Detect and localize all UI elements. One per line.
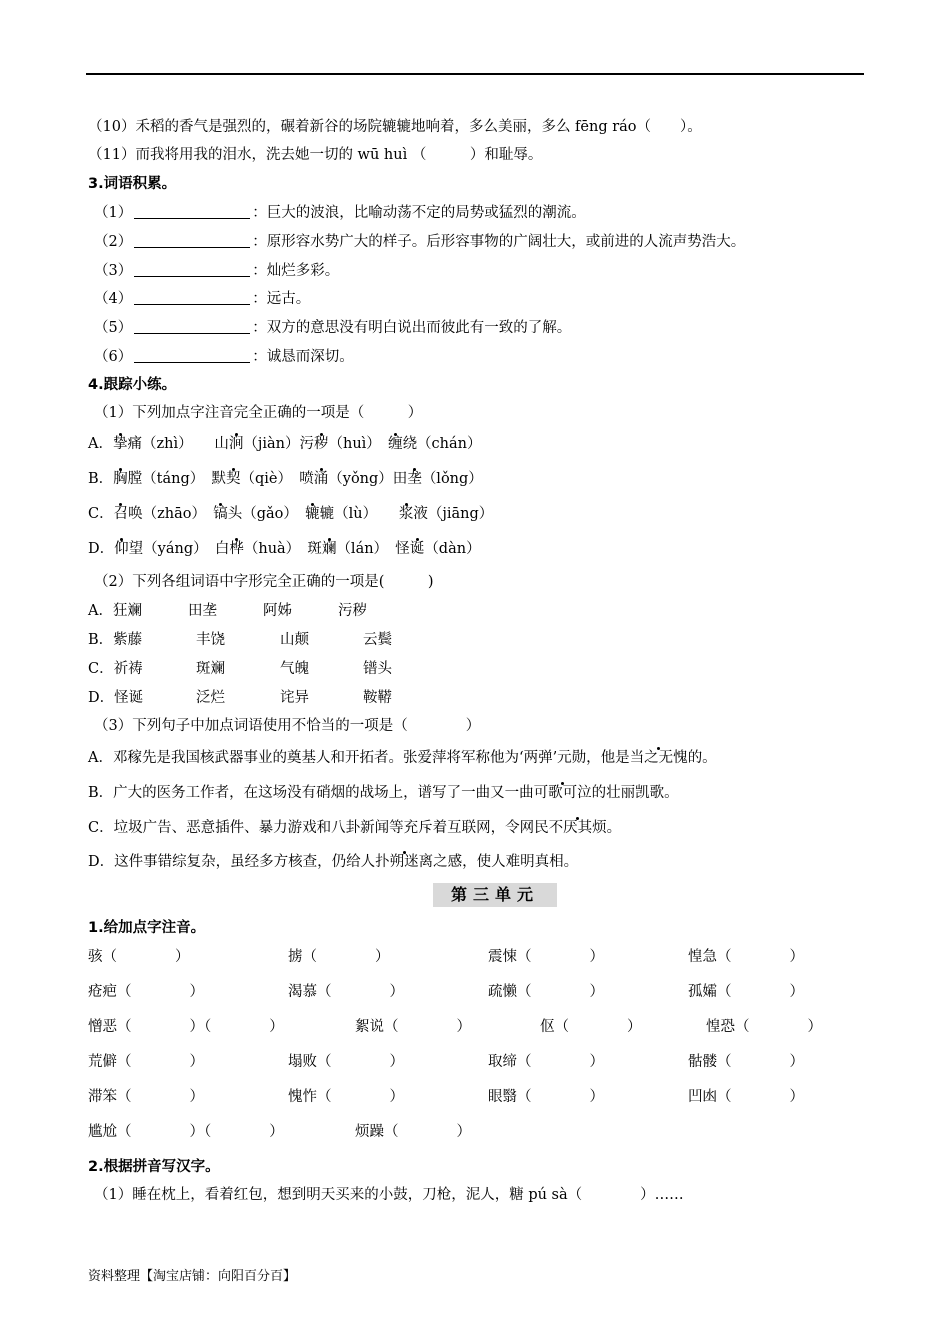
pinyin-item: 震悚（ ） xyxy=(488,949,604,965)
q3-option-c: C．垃圾广告、恶意插件、暴力游戏和八卦新闻等充斥着互联网，令网民不厌其烦。 xyxy=(88,820,622,836)
pinyin-item: 渴慕（ ） xyxy=(288,984,404,1000)
pinyin-item: 取缔（ ） xyxy=(488,1054,604,1070)
vocab-item-2: （2） ：原形容水势广大的样子。后形容事物的广阔壮大，或前进的人流声势浩大。 xyxy=(94,234,746,250)
pinyin-item: 伛（ ） xyxy=(540,1019,642,1035)
q1-stem: （1）下列加点字注音完全正确的一项是（ ） xyxy=(94,405,423,421)
pinyin-item: 眼翳（ ） xyxy=(488,1089,604,1105)
q2-b-4: 云鬓 xyxy=(363,632,392,648)
q2-d-1: D．怪诞 xyxy=(88,690,144,706)
answer-blank[interactable] xyxy=(134,204,250,219)
header-rule xyxy=(86,73,864,75)
q2-b-1: B．紫藤 xyxy=(88,632,143,648)
answer-blank[interactable] xyxy=(134,348,250,363)
q1-option-a: A．挚痛（zhì） 山涧（jiàn）污秽（huì） 缠绕（chán） xyxy=(88,436,482,452)
vocab-item-6: （6） ：诚恳而深切。 xyxy=(94,349,354,365)
pinyin-item: 滞笨（ ） xyxy=(88,1089,204,1105)
q1-option-c: C．召唤（zhāo） 镐头（gǎo） 辘辘（lù） 浆液（jiāng） xyxy=(88,506,494,522)
pinyin-item: 疮疤（ ） xyxy=(88,984,204,1000)
pinyin-item: 塌败（ ） xyxy=(288,1054,404,1070)
q2-c-3: 气魄 xyxy=(280,661,309,677)
unit3-section-1-title: 1.给加点字注音。 xyxy=(88,920,206,936)
unit3-section-2-title: 2.根据拼音写汉字。 xyxy=(88,1159,220,1175)
vocab-item-5: （5） ：双方的意思没有明白说出而彼此有一致的了解。 xyxy=(94,320,572,336)
q2-c-2: 斑斓 xyxy=(196,661,225,677)
q2-a-3: 阿姊 xyxy=(263,603,292,619)
q2-d-4: 鞍鞯 xyxy=(363,690,392,706)
pinyin-item: 惶急（ ） xyxy=(688,949,804,965)
pinyin-item: 尴尬（ ）（ ） xyxy=(88,1124,284,1140)
footer-source: 资料整理【淘宝店铺：向阳百分百】 xyxy=(88,1269,297,1284)
q2-d-3: 诧异 xyxy=(280,690,309,706)
q2-d-2: 泛烂 xyxy=(196,690,225,706)
q1-option-b: B．胸膛（táng） 默契（qiè） 喷涌（yǒng）田垄（lǒng） xyxy=(88,471,483,487)
vocab-item-4: （4） ：远古。 xyxy=(94,291,311,307)
q2-a-1: A．狂斓 xyxy=(88,603,142,619)
pinyin-item: 骷髅（ ） xyxy=(688,1054,804,1070)
pinyin-item: 荒僻（ ） xyxy=(88,1054,204,1070)
answer-blank[interactable] xyxy=(134,290,250,305)
q1-option-d: D．仰望（yáng） 白桦（huà） 斑斓（lán） 怪诞（dàn） xyxy=(88,541,481,557)
q2-a-2: 田垄 xyxy=(188,603,217,619)
q2-stem: （2）下列各组词语中字形完全正确的一项是( ) xyxy=(94,574,434,590)
pinyin-item: 凹凼（ ） xyxy=(688,1089,804,1105)
q2-b-2: 丰饶 xyxy=(196,632,225,648)
item-10: （10）禾稻的香气是强烈的，碾着新谷的场院辘辘地响着，多么美丽，多么 fēng ráo（ ）。 xyxy=(88,119,702,135)
q2-b-3: 山颠 xyxy=(280,632,309,648)
q2-a-4: 污秽 xyxy=(338,603,367,619)
pinyin-item: 烦躁（ ） xyxy=(355,1124,471,1140)
pinyin-item: 絮说（ ） xyxy=(355,1019,471,1035)
pinyin-item: 惶恐（ ） xyxy=(706,1019,822,1035)
pinyin-item: 骇（ ） xyxy=(88,949,190,965)
answer-blank[interactable] xyxy=(134,233,250,248)
answer-blank[interactable] xyxy=(134,319,250,334)
q3-option-a: A．邓稼先是我国核武器事业的奠基人和开拓者。张爱萍将军称他为‘两弹’元勋，他是当之无愧的。 xyxy=(88,750,717,766)
pinyin-item: 憎恶（ ）（ ） xyxy=(88,1019,284,1035)
q2-c-4: 镨头 xyxy=(363,661,392,677)
pinyin-item: 孤孀（ ） xyxy=(688,984,804,1000)
item-11: （11）而我将用我的泪水，洗去她一切的 wū huì （ ）和耻辱。 xyxy=(88,147,543,163)
q3-stem: （3）下列句子中加点词语使用不恰当的一项是（ ） xyxy=(94,718,481,734)
unit3-s2-item-1: （1）睡在枕上，看着红包，想到明天买来的小鼓，刀枪，泥人，糖 pú sà（ ）…… xyxy=(94,1187,684,1203)
vocab-item-1: （1） ：巨大的波浪，比喻动荡不定的局势或猛烈的潮流。 xyxy=(94,205,586,221)
pinyin-item: 掳（ ） xyxy=(288,949,390,965)
q3-option-b: B．广大的医务工作者，在这场没有硝烟的战场上，谱写了一曲又一曲可歌可泣的壮丽凯歌。 xyxy=(88,785,679,801)
section-3-title: 3.词语积累。 xyxy=(88,176,177,192)
q2-c-1: C．祈祷 xyxy=(88,661,143,677)
q3-option-d: D．这件事错综复杂，虽经多方核查，仍给人扑朔迷离之感，使人难明真相。 xyxy=(88,854,579,870)
section-4-title: 4.跟踪小练。 xyxy=(88,377,177,393)
unit-3-heading: 第三单元 xyxy=(433,883,557,907)
vocab-item-3: （3） ：灿烂多彩。 xyxy=(94,263,340,279)
pinyin-item: 愧怍（ ） xyxy=(288,1089,404,1105)
answer-blank[interactable] xyxy=(134,262,250,277)
pinyin-item: 疏懒（ ） xyxy=(488,984,604,1000)
